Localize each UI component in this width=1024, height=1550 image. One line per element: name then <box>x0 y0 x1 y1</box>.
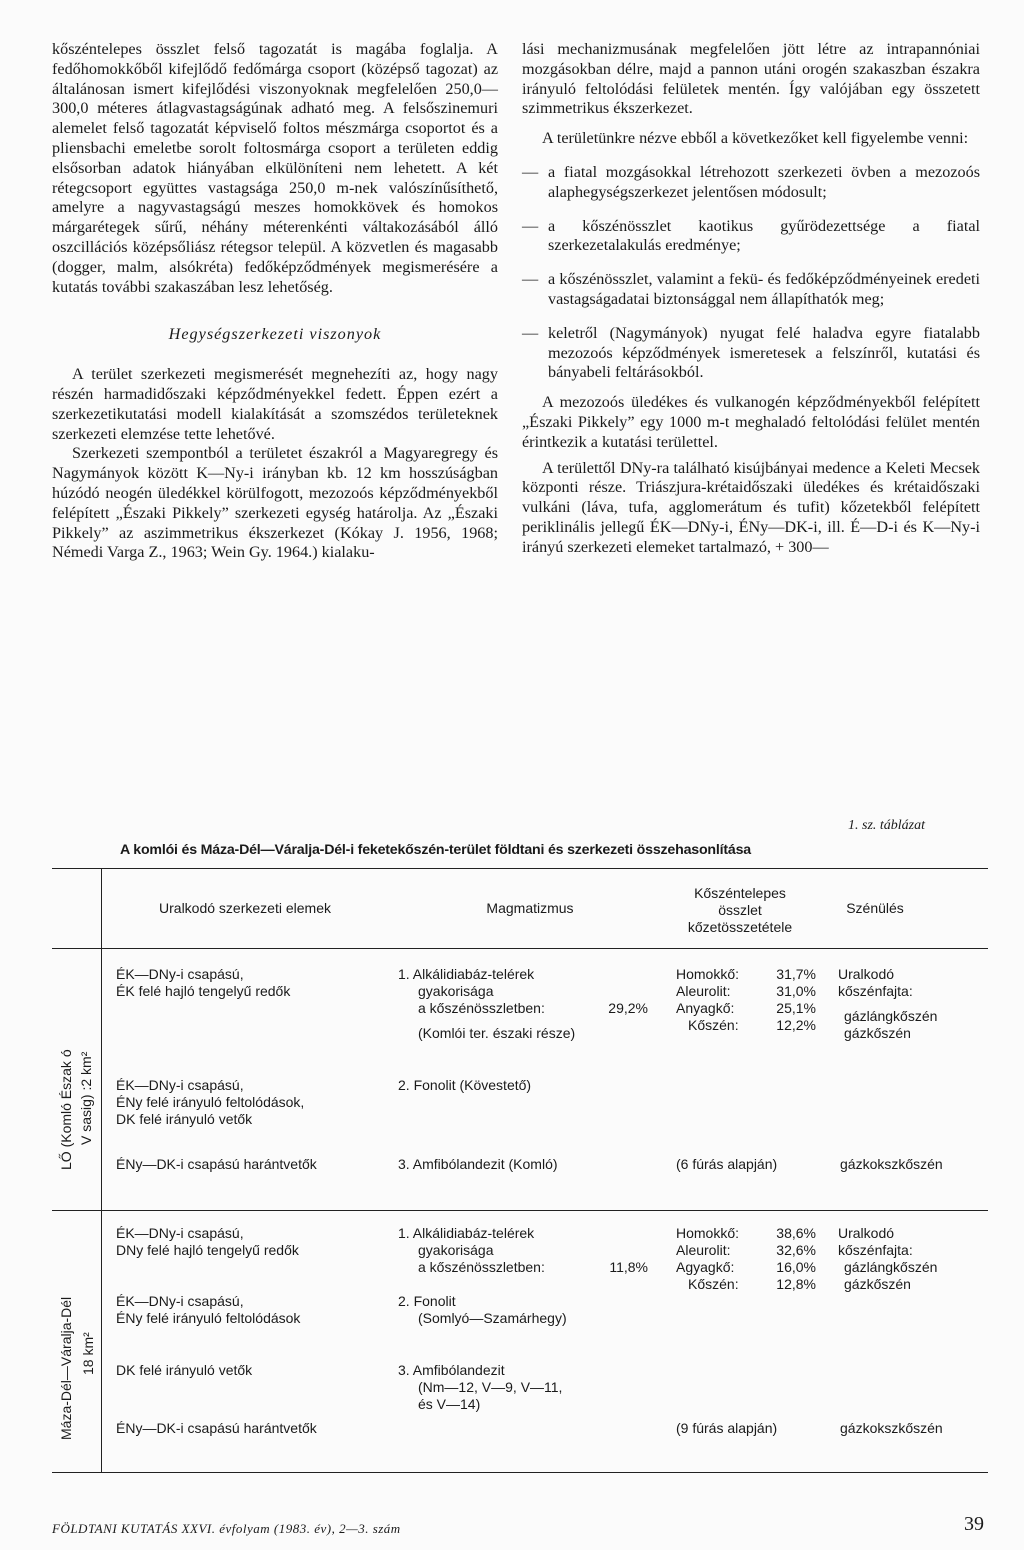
row2-magmatism-1: 1. Alkálidiabáz-telérek gyakorisága a kőszénösszletben: 11,8% <box>398 1225 648 1275</box>
paragraph: kőszéntelepes összlet felső tagozatát is magába foglalja. A fedőhomokkőből kifejlődő fedőmárga csoport (középső tagozat) az általánosan ismert kifejlődési viszonyoknak megfelelően 250,0—300,0 méteres átlagvastagságúnak adható meg. A felsőszinemuri alemelet felső tagozatát képviselő foltos mészmárga csoportot és a pliensbachi emeletbe sorolt foltosmárga csoport a területen eddig elsősorban adatok hiányában elkülöníteni nem lehetett. A két rétegcsoport együttes vastagsága 250,0 m-nek valószínűsíthető, amelyre a nagyvastagságú meszes homokkövek és homokos márgarétegek sűrű, néhány méterenkénti váltakozásából álló oszcillációs középsőliász rétegsor települ. A közvetlen és magasabb (dogger, malm, alsókréta) fedőképződmények megismerésére a kutatás további szakaszában lesz lehetőség. <box>52 40 498 296</box>
row2-composition-note: (9 fúrás alapján) <box>676 1420 778 1436</box>
row2-magmatism-3: 3. Amfibólandezit (Nm—12, V—9, V—11, és V—14) <box>398 1362 563 1412</box>
row2-coalification: Uralkodó kőszénfajta: gázlángkőszén gázkőszén <box>838 1225 938 1292</box>
table-title: A komlói és Máza-Dél—Váralja-Dél-i feketekőszén-terület földtani és szerkezeti összehasonlítása <box>120 842 751 858</box>
row1-label-area: V sasig) :2 km² <box>78 1051 94 1145</box>
dash-marker: — <box>522 270 539 289</box>
paragraph: lási mechanizmusának megfelelően jött létre az intrapannóniai mozgásokban délre, majd a pannon utáni orogén szakaszban északra irányuló feltolódási felületek mentén. Így valójában egy összetett szimmetrikus ékszerkezet. <box>522 40 980 118</box>
row2-composition: Homokkő: 38,6% Aleurolit: 32,6% Agyagkő: 16,0% Kőszén: 12,8% <box>676 1225 816 1292</box>
column-divider <box>101 868 102 1472</box>
row1-label: LŐ (Komló Észak ó <box>58 1049 74 1170</box>
journal-footer: FÖLDTANI KUTATÁS XXVI. évfolyam (1983. év), 2—3. szám <box>52 1521 401 1536</box>
table-top-rule <box>52 868 988 869</box>
paragraph: A terület szerkezeti megismerését megnehezíti az, hogy nagy részén harmadidőszaki képződményekkel fedett. Éppen ezért a szerkezetikutatási modell kialakítását a szomszédos területeknek szerkezeti elemzése tette lehetővé. <box>52 365 498 443</box>
list-item <box>522 270 980 310</box>
page-number: 39 <box>964 1513 984 1535</box>
dash-marker: — <box>522 216 539 235</box>
right-column <box>522 40 980 558</box>
row1-structure-3: ÉNy—DK-i csapású harántvetők <box>116 1156 317 1172</box>
row1-composition: Homokkő: 31,7% Aleurolit: 31,0% Anyagkő: 25,1% Kőszén: 12,2% <box>676 966 816 1033</box>
row1-magmatism-2: 2. Fonolit (Kövestető) <box>398 1077 532 1093</box>
row1-magmatism-1: 1. Alkálidiabáz-telérek gyakorisága a kőszénösszletben: 29,2% (Komlói ter. északi része) <box>398 966 648 1041</box>
list-item-text: keletről (Nagymányok) nyugat felé haladva egyre fiatalabb mezozoós képződmények ismeretesek a felszínről, kutatási és bányabeli feltárásokból. <box>548 323 980 382</box>
dash-marker: — <box>522 323 539 342</box>
row1-coalification-note: gázkokszkőszén <box>840 1156 943 1172</box>
header-magmatism: Magmatizmus <box>486 900 574 916</box>
list-item <box>522 324 980 383</box>
list-item <box>522 163 980 203</box>
header-composition: Kőszéntelepes összlet kőzetösszetétele <box>687 885 793 935</box>
row2-structure-1: ÉK—DNy-i csapású, DNy felé hajló tengelyű redők <box>116 1225 299 1258</box>
paragraph: A mezozoós üledékes és vulkanogén képződményekből felépített „Északi Pikkely” egy 1000 m-t meghaladó feltolódási felület mentén érintkezik a kutatási területtel. <box>522 393 980 451</box>
row2-structure-3: DK felé irányuló vetők <box>116 1362 253 1378</box>
list-item <box>522 217 980 257</box>
row2-magmatism-2: 2. Fonolit (Somlyó—Szamárhegy) <box>398 1293 567 1326</box>
list-item-text: a kőszénösszlet kaotikus gyűrödezettsége a fiatal szerkezetalakulás eredménye; <box>548 216 980 255</box>
row-divider <box>52 1210 988 1211</box>
header-coalification: Szénülés <box>846 900 904 916</box>
row2-coalification-note: gázkokszkőszén <box>840 1420 943 1436</box>
paragraph: Szerkezeti szempontból a területet északról a Magyaregregy és Nagymányok között K—Ny-i irányban kb. 12 km hosszúságban húzódó neogén üledékkel körülfogott, mezozoós képződményekből felépített „Északi Pikkely” szerkezeti egység határolja. Az „Északi Pikkely” az aszimmetrikus ékszerkezet (Kókay J. 1956, 1968; Némedi Varga Z., 1963; Wein Gy. 1964.) kialaku- <box>52 444 498 562</box>
header-structural-elements: Uralkodó szerkezeti elemek <box>159 900 331 916</box>
row2-structure-2: ÉK—DNy-i csapású, ÉNy felé irányuló feltolódások <box>116 1293 301 1326</box>
row1-composition-note: (6 fúrás alapján) <box>676 1156 778 1172</box>
list-item-text: a fiatal mozgásokkal létrehozott szerkezeti övben a mezozoós alaphegységszerkezet jelentősen módosult; <box>548 162 980 201</box>
left-column <box>52 40 498 563</box>
table-number: 1. sz. táblázat <box>848 818 926 833</box>
section-title: Hegységszerkezeti viszonyok <box>168 325 382 344</box>
row1-structure-2: ÉK—DNy-i csapású, ÉNy felé irányuló feltolódások, DK felé irányuló vetők <box>116 1077 305 1127</box>
header-rule <box>52 948 988 949</box>
paragraph: A területünkre nézve ebből a következőket kell figyelembe venni: <box>542 129 969 148</box>
row1-coalification: Uralkodó kőszénfajta: gázlángkőszén gázkőszén <box>838 966 938 1041</box>
list-item-text: a kőszénösszlet, valamint a fekü- és fedőképződményeinek eredeti vastagságadatai biztonsággal nem állapíthatók meg; <box>548 270 980 308</box>
row1-structure-1: ÉK—DNy-i csapású, ÉK felé hajló tengelyű redők <box>116 966 291 999</box>
paragraph: A területtől DNy-ra található kisújbányai medence a Keleti Mecsek központi része. Triászjura-krétaidőszaki üledékes és krétaidőszaki vulkáni (láva, tufa, agglomerátum és tufit) kőzetekből felépített periklinális jellegű ÉK—DNy-i, ÉNy—DK-i, ill. É—D-i és K—Ny-i irányú szerkezeti elemeket tartalmazó, + 300— <box>522 458 980 556</box>
row2-label-area: 18 km² <box>80 1332 96 1375</box>
row2-label: Máza-Dél—Váralja-Dél <box>58 1296 74 1440</box>
dash-marker: — <box>522 162 539 181</box>
row2-structure-4: ÉNy—DK-i csapású harántvetők <box>116 1420 317 1436</box>
row1-magmatism-3: 3. Amfibólandezit (Komló) <box>398 1156 558 1172</box>
table-bottom-rule <box>52 1472 988 1473</box>
